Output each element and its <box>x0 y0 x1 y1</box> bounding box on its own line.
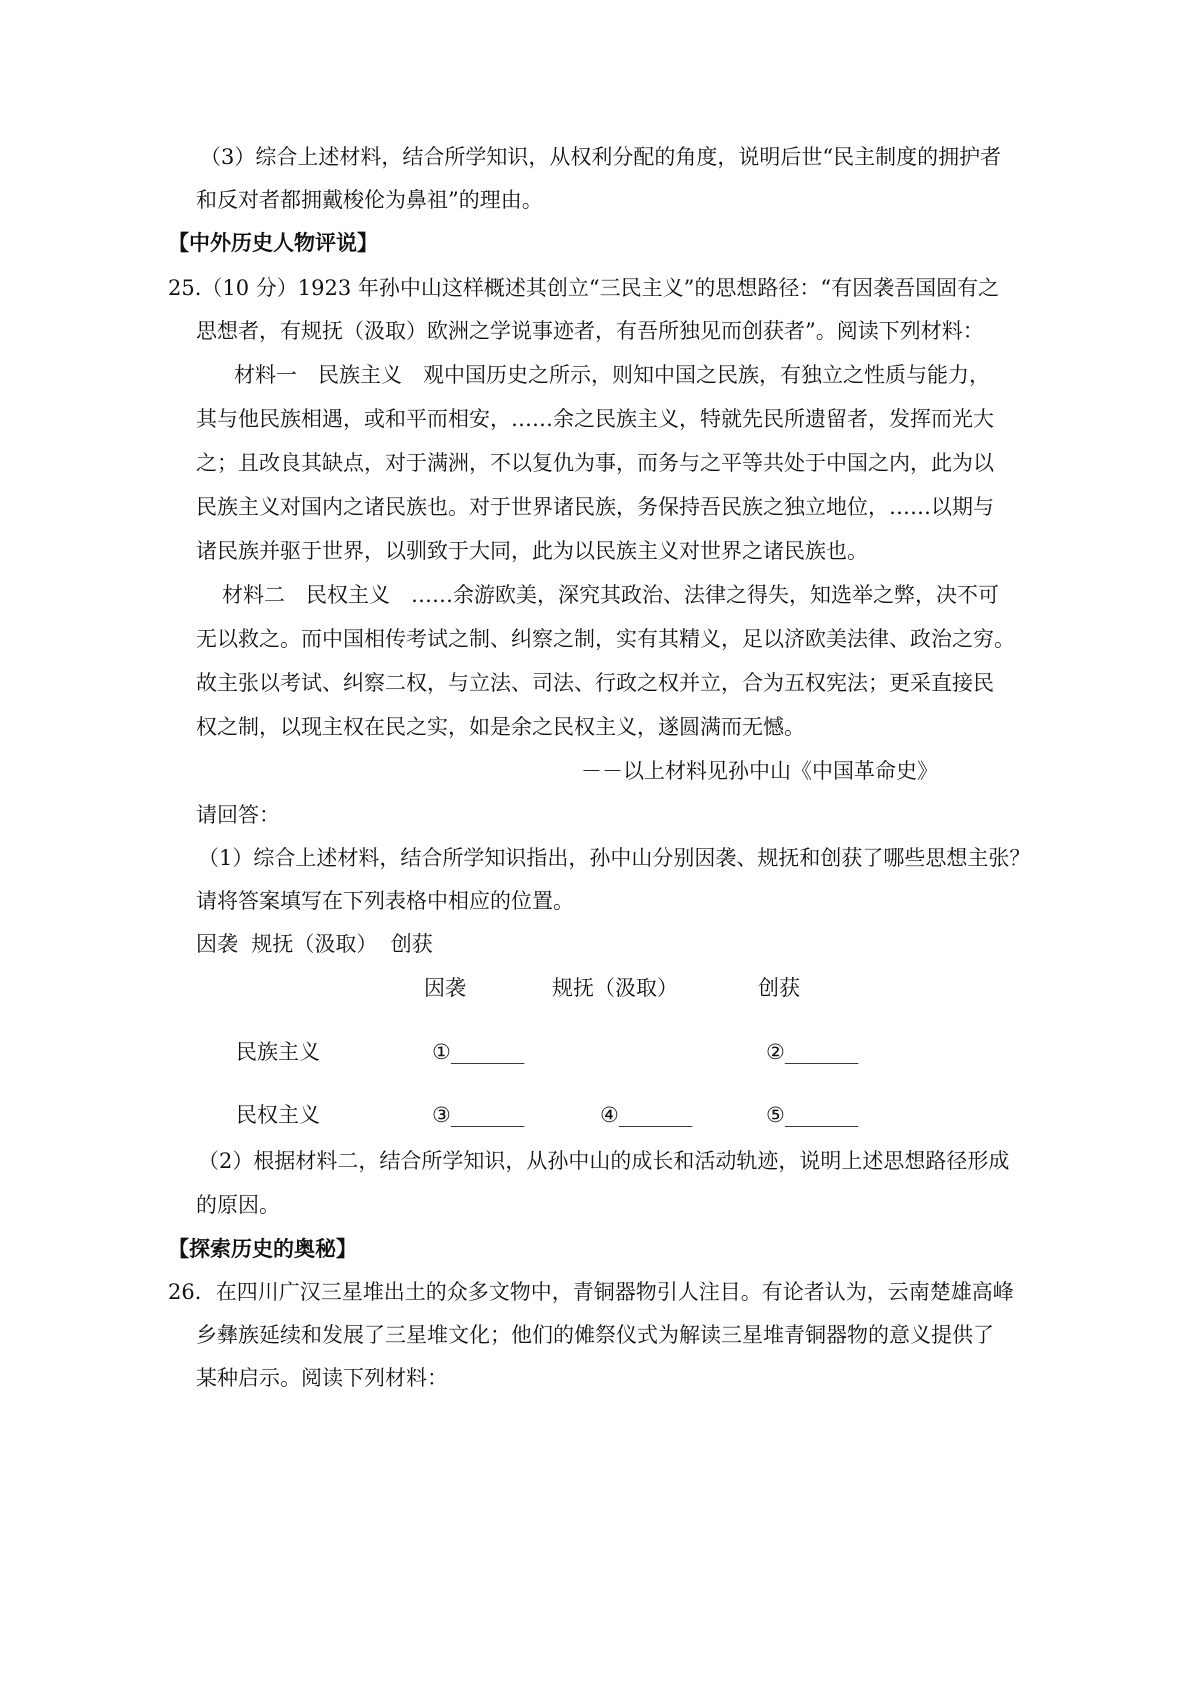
material1-line4: 民族主义对国内之诸民族也。对于世界诸民族，务保持吾民族之独立地位，……以期与 <box>196 495 994 519</box>
q26-line1: 26．在四川广汉三星堆出土的众多文物中，青铜器物引人注目。有论者认为，云南楚雄高峰 <box>168 1280 1014 1304</box>
q25-part2-line1: （2）根据材料二，结合所学知识，从孙中山的成长和活动轨迹，说明上述思想路径形成 <box>198 1149 1010 1173</box>
table-header-create: 创获 <box>758 976 800 1000</box>
blank-2[interactable]: ②_______ <box>766 1040 859 1064</box>
q25-part1-line1: （1）综合上述材料，结合所学知识指出，孙中山分别因袭、规抚和创获了哪些思想主张？ <box>198 846 1031 870</box>
q25-part1-line2: 请将答案填写在下列表格中相应的位置。 <box>196 889 574 913</box>
table-row-label-nationalism: 民族主义 <box>236 1040 320 1064</box>
stray-header-line: 因袭 规抚（汲取） 创获 <box>196 932 433 956</box>
table-header-inherit: 因袭 <box>424 976 466 1000</box>
material2-line1: 材料二 民权主义 ……余游欧美，深究其政治、法律之得失，知选举之弊，决不可 <box>222 583 999 607</box>
blank-3[interactable]: ③_______ <box>432 1103 525 1127</box>
material1-line3: 之；且改良其缺点，对于满洲，不以复仇为事，而务与之平等共处于中国之内，此为以 <box>196 451 994 475</box>
answer-prompt: 请回答： <box>196 803 280 827</box>
material1-line2: 其与他民族相遇，或和平而相安，……余之民族主义，特就先民所遗留者，发挥而光大 <box>196 407 994 431</box>
section-title-figures: 【中外历史人物评说】 <box>168 231 378 255</box>
q26-line2: 乡彝族延续和发展了三星堆文化；他们的傩祭仪式为解读三星堆青铜器物的意义提供了 <box>196 1323 994 1347</box>
q24-part3-line1: （3）综合上述材料，结合所学知识，从权利分配的角度，说明后世“民主制度的拥护者 <box>200 145 1002 169</box>
table-header-borrow: 规抚（汲取） <box>552 976 678 1000</box>
q24-part3-line2: 和反对者都拥戴梭伦为鼻祖”的理由。 <box>196 188 543 212</box>
table-row-label-democracy: 民权主义 <box>236 1103 320 1127</box>
material-source: －－以上材料见孙中山《中国革命史》 <box>581 759 938 783</box>
q25-part2-line2: 的原因。 <box>196 1193 280 1217</box>
material2-line2: 无以救之。而中国相传考试之制、纠察之制，实有其精义，足以济欧美法律、政治之穷。 <box>196 627 1015 651</box>
section-title-mysteries: 【探索历史的奥秘】 <box>168 1237 357 1261</box>
q25-intro-line1: 25.（10 分）1923 年孙中山这样概述其创立“三民主义”的思想路径：“有因袭吾国固有之 <box>168 276 1000 300</box>
q26-line3: 某种启示。阅读下列材料： <box>196 1366 448 1390</box>
blank-5[interactable]: ⑤_______ <box>766 1103 859 1127</box>
material1-line1: 材料一 民族主义 观中国历史之所示，则知中国之民族，有独立之性质与能力， <box>234 363 990 387</box>
material2-line4: 权之制，以现主权在民之实，如是余之民权主义，遂圆满而无憾。 <box>196 715 805 739</box>
material1-line5: 诸民族并驱于世界，以驯致于大同，此为以民族主义对世界之诸民族也。 <box>196 539 868 563</box>
blank-4[interactable]: ④_______ <box>600 1103 693 1127</box>
q25-intro-line2: 思想者，有规抚（汲取）欧洲之学说事迹者，有吾所独见而创获者”。阅读下列材料： <box>196 319 984 343</box>
blank-1[interactable]: ①_______ <box>432 1040 525 1064</box>
material2-line3: 故主张以考试、纠察二权，与立法、司法、行政之权并立，合为五权宪法；更采直接民 <box>196 671 994 695</box>
